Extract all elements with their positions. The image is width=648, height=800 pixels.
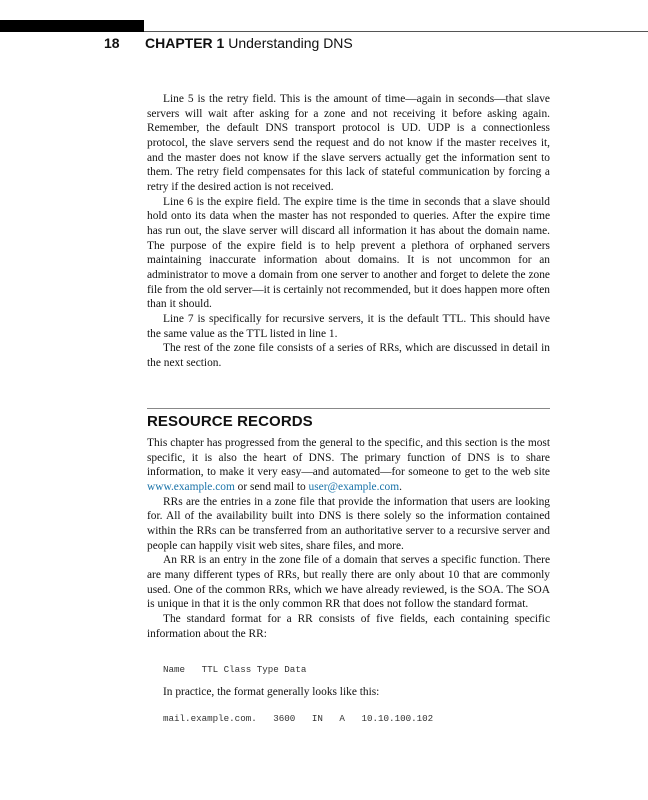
paragraph-retry-field: Line 5 is the retry field. This is the amount of time—again in seconds—that slave servers will wait after asking for a zone and not receiving it before asking again. Remember, the default DNS transport protocol is UD. UDP is a connectionless protocol, the slave servers send the request and do not know if the master receives it, and the master does not know if the slave servers actually get the information sent to them. The retry field compensates for this lack of stateful communication by forcing a retry if the desired action is not received. — [147, 93, 550, 193]
paragraph-rr-entries: RRs are the entries in a zone file that provide the information that users are looking for. All of the availability built into DNS is there solely so the information contained within the RRs can be transferred from an authoritative server to a recursive server and people can happily visit web sites, share files, and more. — [147, 495, 550, 552]
paragraph-expire-field: Line 6 is the expire field. The expire time is the time in seconds that a slave should hold onto its data when the master has not responded to queries. After the expire time has run out, the slave server will discard all information it has about the domain name. The purpose of the expire field is to help prevent a plethora of orphaned servers maintaining inaccurate information about domains. It is not uncommon for an administrator to move a domain from one server to another and forget to delete the zone file from the old server—it is certainly not recommended, but it does happen more often than it should. — [147, 195, 550, 311]
paragraph-in-practice: In practice, the format generally looks like this: — [163, 686, 380, 698]
intro-text: This chapter has progressed from the general to the specific, and this section is the most specific, it is also the heart of DNS. The primary function of DNS is to share information, to make it very easy—and automated—for someone to get to the web site — [147, 437, 550, 479]
section-2-body — [147, 436, 550, 641]
paragraph-intro — [147, 436, 550, 495]
code-example: mail.example.com. 3600 IN A 10.10.100.102 — [163, 713, 434, 724]
code-format: Name TTL Class Type Data — [163, 664, 307, 675]
header-rule — [144, 31, 648, 32]
running-head — [145, 35, 353, 51]
section-1-body — [147, 92, 550, 370]
paragraph-default-ttl: Line 7 is specifically for recursive servers, it is the default TTL. This should have the same value as the TTL listed in line 1. — [147, 312, 550, 340]
paragraph-standard-format: The standard format for a RR consists of five fields, each containing specific information about the RR: — [147, 612, 550, 640]
link-email[interactable]: user@example.com — [308, 480, 400, 493]
chapter-title: Understanding DNS — [228, 35, 353, 51]
chapter-label: CHAPTER 1 — [145, 35, 225, 51]
header-bar — [0, 20, 144, 32]
section-heading: RESOURCE RECORDS — [147, 413, 313, 430]
page-number: 18 — [104, 35, 120, 51]
link-web-site[interactable]: www.example.com — [147, 480, 235, 493]
intro-text-middle: or send mail to — [234, 480, 309, 493]
paragraph-zone-rest: The rest of the zone file consists of a series of RRs, which are discussed in detail in the next section. — [147, 342, 550, 369]
intro-text-end: . — [399, 480, 402, 493]
paragraph-rr-function: An RR is an entry in the zone file of a domain that serves a specific function. There are many different types of RRs, but really there are only about 10 that are commonly used. One of the common RRs, which we have already reviewed, is the SOA. The SOA is unique in that it is the only common RR that does not follow the standard format. — [147, 554, 550, 611]
section-divider — [147, 408, 550, 409]
